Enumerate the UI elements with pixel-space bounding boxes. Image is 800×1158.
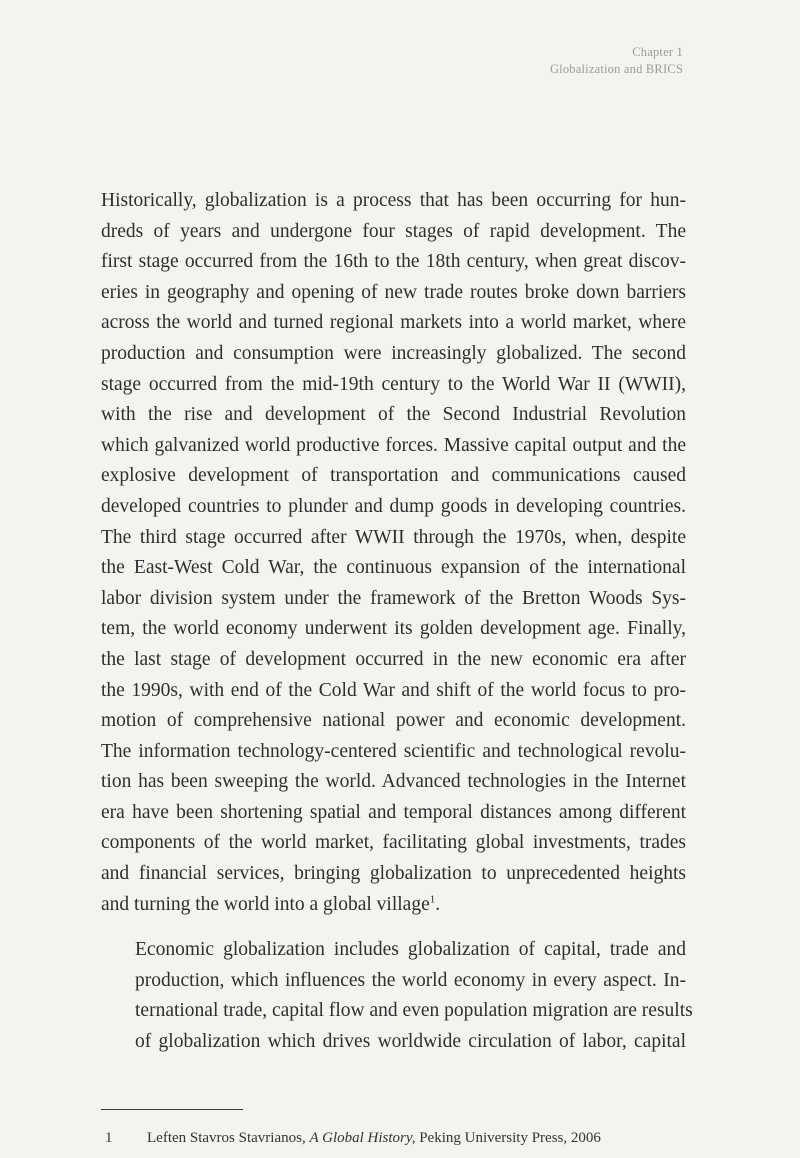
paragraph1-line: the 1990s, with end of the Cold War and shift of the world focus to pro- xyxy=(101,679,686,701)
paragraph1-line: labor division system under the framework of the Bretton Woods Sys- xyxy=(101,587,686,609)
footnote-number: 1 xyxy=(105,1130,113,1146)
paragraph1-line: tion has been sweeping the world. Advanced technologies in the Internet xyxy=(101,771,686,793)
paragraph1-final-text: and turning the world into a global village xyxy=(101,893,430,915)
section-label: Globalization and BRICS xyxy=(549,62,683,76)
running-header xyxy=(550,44,683,78)
paragraph1-line: motion of comprehensive national power and economic development. xyxy=(101,710,686,732)
paragraph1-line: tem, the world economy underwent its golden development age. Finally, xyxy=(101,618,686,640)
paragraph1-line: The third stage occurred after WWII through the 1970s, when, despite xyxy=(101,526,686,548)
paragraph1-line: which galvanized world productive forces. Massive capital output and the xyxy=(101,434,686,456)
paragraph1-line xyxy=(101,890,686,921)
paragraph1-line: eries in geography and opening of new trade routes broke down barriers xyxy=(101,281,686,303)
paragraph1-line: with the rise and development of the Second Industrial Revolution xyxy=(101,404,686,426)
paragraph1-line: developed countries to plunder and dump goods in developing countries. xyxy=(101,495,686,517)
paragraph1-line: stage occurred from the mid-19th century to the World War II (WWII), xyxy=(101,373,686,395)
paragraph1-line: the last stage of development occurred in the new economic era after xyxy=(101,648,686,670)
paragraph1-line: first stage occurred from the 16th to the 18th century, when great discov- xyxy=(101,251,686,273)
paragraph1-line: Historically, globalization is a process that has been occurring for hun- xyxy=(101,190,686,211)
footnote-divider xyxy=(101,1109,243,1110)
paragraph1-line: components of the world market, facilitating global investments, trades xyxy=(101,832,686,854)
paragraph1-line: era have been shortening spatial and temporal distances among different xyxy=(101,801,686,823)
paragraph1-line: The information technology-centered scientific and technological revolu- xyxy=(101,740,686,762)
footnote-title: A Global History, xyxy=(309,1130,416,1146)
paragraph1-line: across the world and turned regional markets into a world market, where xyxy=(101,312,686,334)
paragraph1-line: the East-West Cold War, the continuous expansion of the international xyxy=(101,557,686,579)
footnote xyxy=(105,1128,705,1148)
paragraph1-line: dreds of years and undergone four stages of rapid development. The xyxy=(101,220,686,242)
body-text xyxy=(101,186,693,1058)
paragraph2-line: production, which influences the world economy in every aspect. In- xyxy=(135,969,686,991)
paragraph1-line: and financial services, bringing globalization to unprecedented heights xyxy=(101,863,686,885)
footnote-author: Leften Stavros Stavrianos, xyxy=(147,1130,306,1146)
paragraph2-line: Economic globalization includes globalization of capital, trade and xyxy=(135,939,686,961)
paragraph2-line: ternational trade, capital flow and even population migration are results xyxy=(135,1000,693,1022)
paragraph2-line: of globalization which drives worldwide circulation of labor, capital xyxy=(135,1031,686,1053)
paragraph-2 xyxy=(101,935,693,1057)
paragraph-1 xyxy=(101,186,686,920)
paragraph1-end-punctuation: . xyxy=(435,893,441,915)
footnote-reference: 1 xyxy=(429,893,436,906)
paragraph1-line: production and consumption were increasingly globalized. The second xyxy=(101,342,686,364)
footnote-publisher: Peking University Press, 2006 xyxy=(419,1130,601,1146)
chapter-label: Chapter 1 xyxy=(632,45,683,59)
paragraph1-line: explosive development of transportation and communications caused xyxy=(101,465,686,487)
